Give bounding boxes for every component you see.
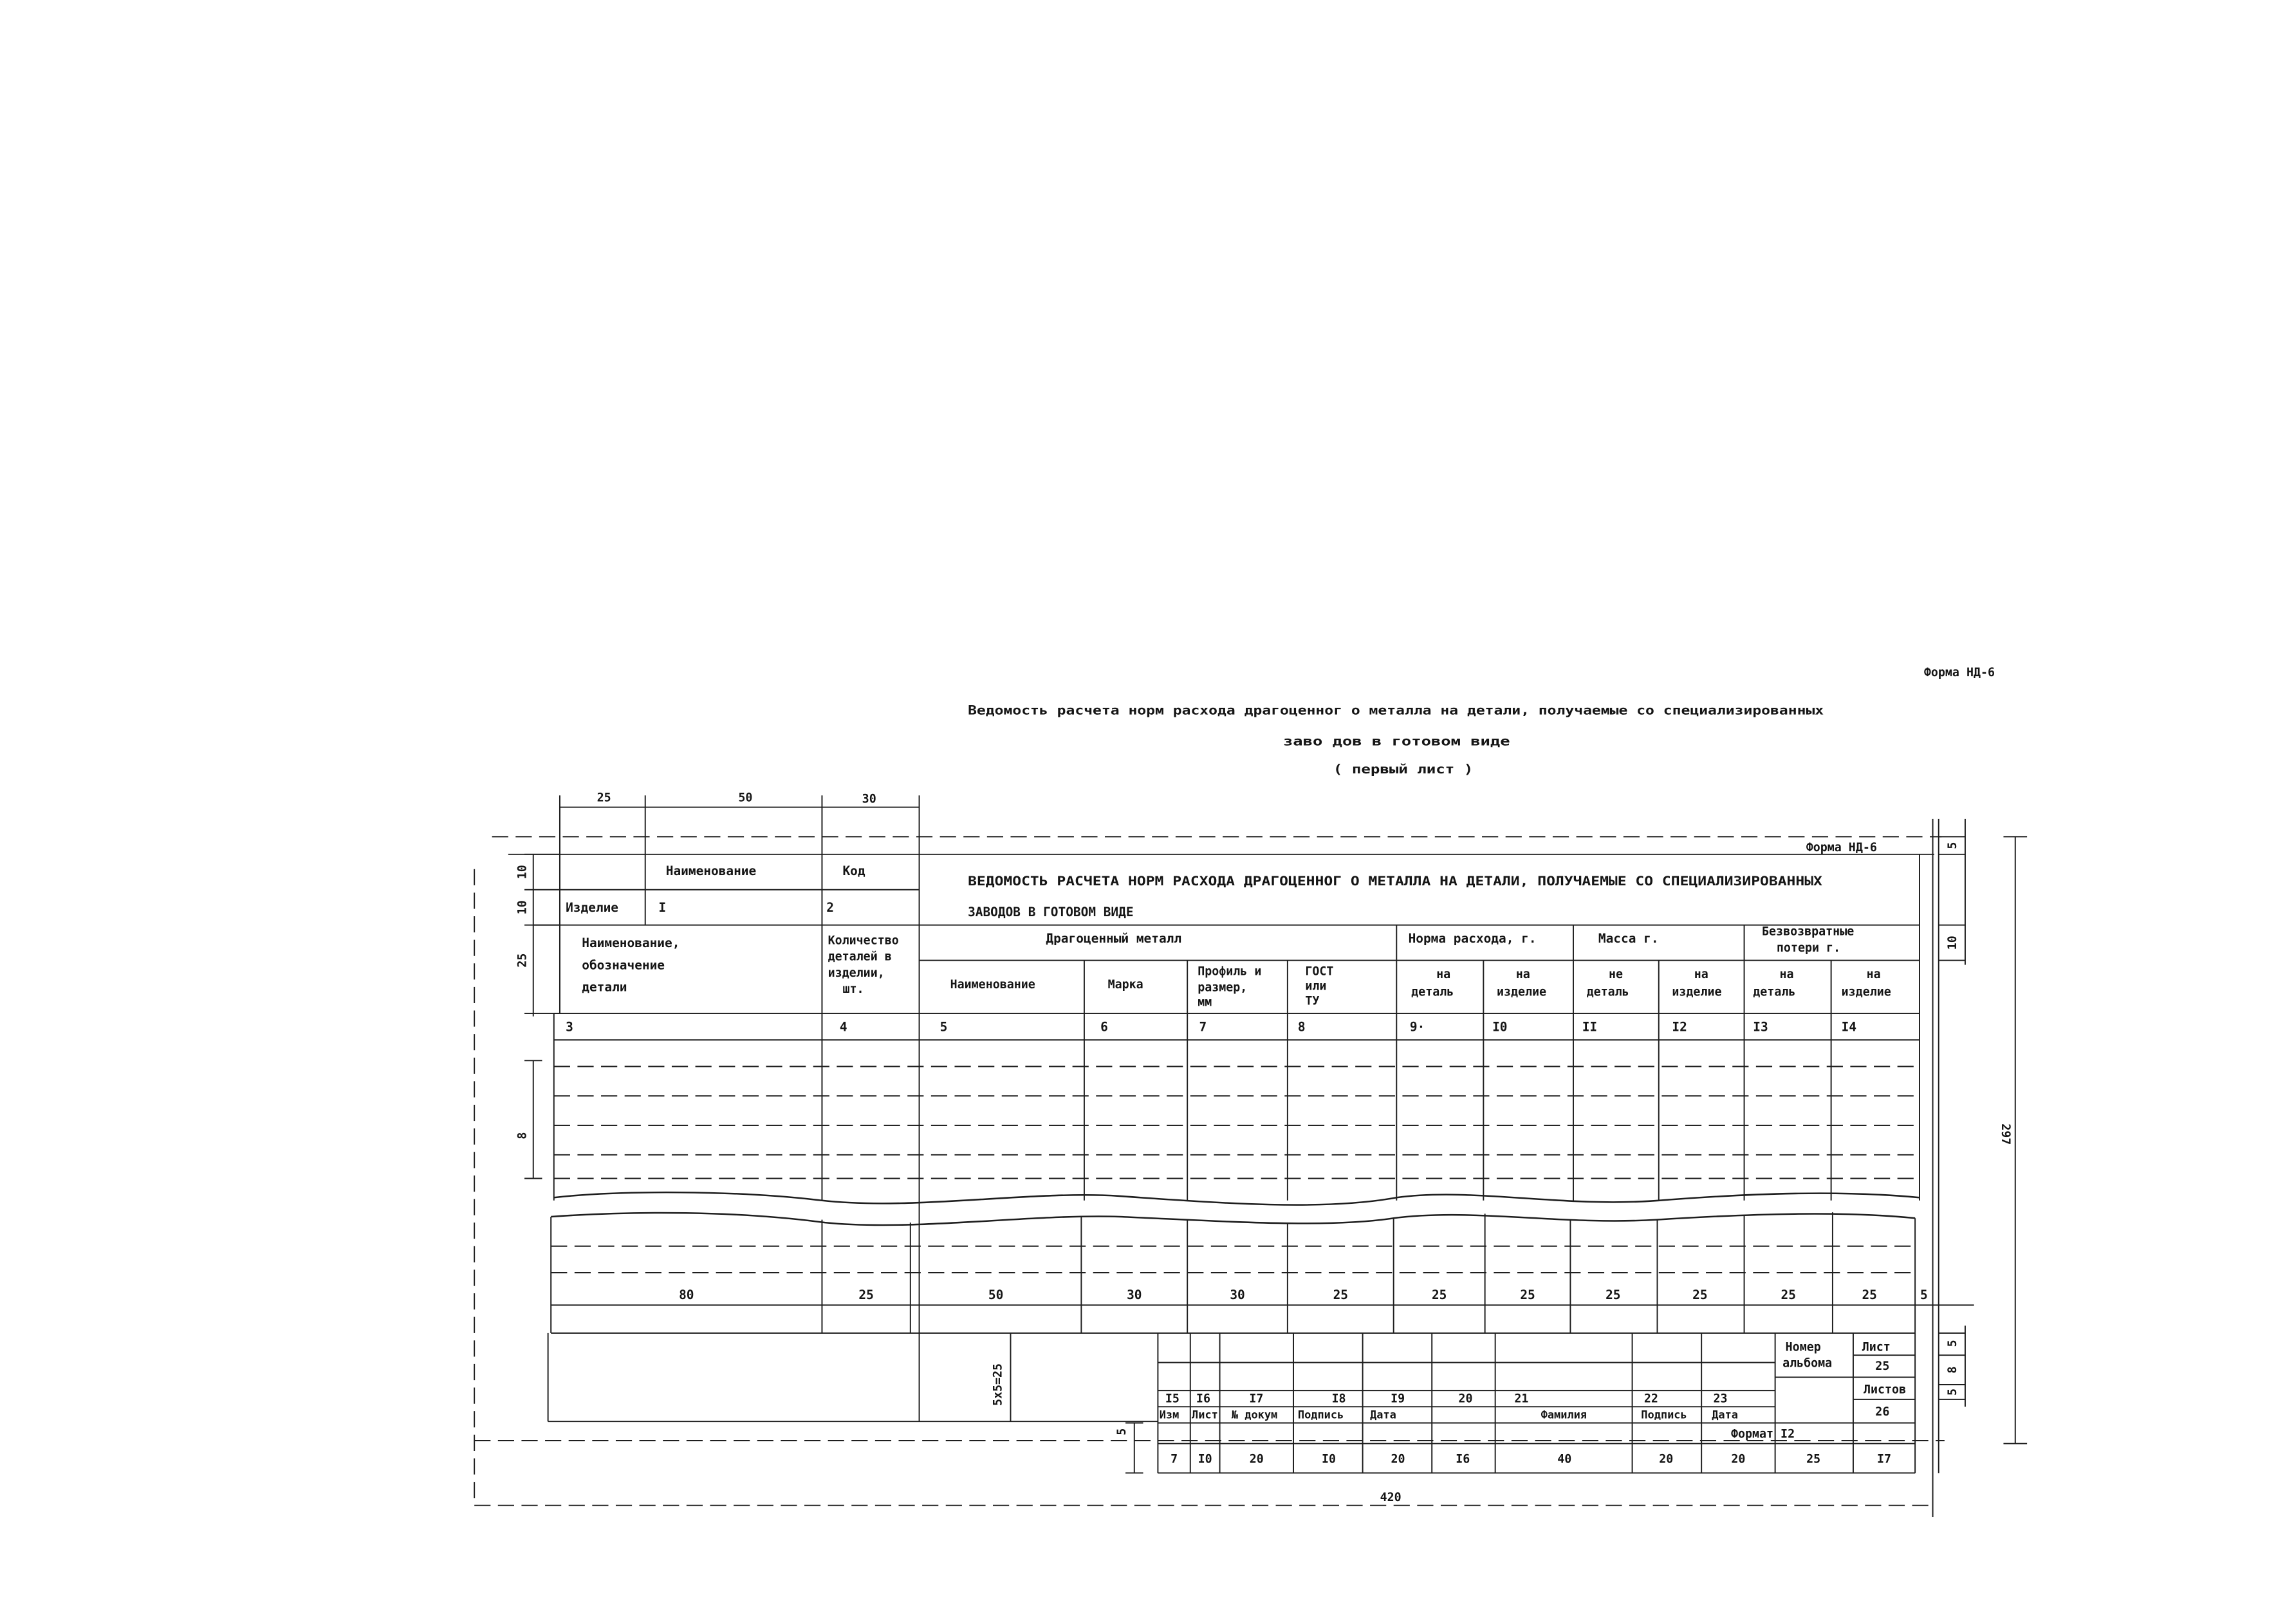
column-number: I2	[1672, 1019, 1687, 1035]
dimension-label: 5	[1946, 1340, 1960, 1347]
field-width: 7	[1170, 1452, 1178, 1466]
album-number-label: альбома	[1782, 1356, 1833, 1370]
column-header-detail-qty: шт.	[842, 983, 864, 997]
column-header-mass-per-product: изделие	[1672, 985, 1722, 999]
column-header-profile: размер,	[1198, 981, 1248, 995]
column-number: I3	[1753, 1019, 1768, 1035]
field-label: Изм	[1159, 1408, 1180, 1421]
column-number: 3	[566, 1019, 573, 1035]
column-header-profile: Профиль и	[1198, 964, 1262, 979]
dimension-label: 297	[1999, 1123, 2013, 1145]
field-width: 20	[1249, 1452, 1264, 1466]
page-title-line-3: ( первый лист )	[1333, 761, 1474, 777]
column-header-gost: ТУ	[1305, 994, 1320, 1008]
sheet-label: Лист	[1862, 1340, 1891, 1354]
column-number: I0	[1492, 1019, 1508, 1035]
dimension-label: 5	[1946, 1388, 1960, 1396]
column-header-grade: Марка	[1107, 978, 1143, 992]
dimension-label: 30	[1230, 1287, 1245, 1303]
column-header-mass-per-detail: деталь	[1586, 985, 1629, 999]
field-label: Дата	[1712, 1408, 1738, 1421]
column-header-precious-metal: Драгоценный металл	[1046, 931, 1182, 946]
sheet-value: 25	[1875, 1360, 1890, 1374]
field-number: I8	[1331, 1392, 1346, 1406]
column-header-detail-qty: Количество	[828, 934, 899, 948]
field-label: Фамилия	[1540, 1408, 1587, 1421]
field-number: I7	[1249, 1392, 1264, 1406]
column-header-loss-per-detail: на	[1779, 968, 1794, 982]
dimension-label: 25	[1431, 1287, 1447, 1303]
dimension-label: 25	[597, 791, 611, 805]
dimension-label: 30	[862, 792, 876, 806]
column-header-loss-per-product: изделие	[1841, 985, 1891, 999]
column-header-gost: или	[1305, 979, 1327, 993]
dimension-label: 25	[1333, 1287, 1348, 1303]
field-label: № докум	[1231, 1408, 1278, 1421]
column-header-detail-name: детали	[582, 979, 627, 995]
page-title-line-2: заво дов в готовом виде	[1282, 734, 1510, 749]
field-number: I9	[1391, 1392, 1405, 1406]
dimension-label: 50	[738, 791, 753, 805]
column-number: 9·	[1409, 1019, 1425, 1035]
dimension-label: 5	[1920, 1287, 1928, 1303]
field-width: 25	[1806, 1452, 1821, 1466]
column-number: 6	[1100, 1019, 1108, 1035]
field-width: I0	[1198, 1452, 1212, 1466]
sheet-title-line-2: ЗАВОДОВ В ГОТОВОМ ВИДЕ	[968, 904, 1134, 919]
dimension-label: 10	[515, 865, 530, 880]
dimension-label: 25	[1862, 1287, 1877, 1303]
field-number: 21	[1514, 1392, 1529, 1406]
field-label: Дата	[1370, 1408, 1396, 1421]
column-header-losses: Безвозвратные	[1762, 925, 1855, 939]
sheet-form-code: Форма НД-6	[1806, 841, 1877, 855]
field-number: I6	[1196, 1392, 1210, 1406]
field-width: 40	[1557, 1452, 1572, 1466]
name-label: Наименование	[665, 863, 757, 878]
column-header-consumption-norm: Норма расхода, г.	[1408, 931, 1537, 946]
column-header-losses: потери г.	[1776, 941, 1841, 955]
field-number: 23	[1713, 1392, 1728, 1406]
field-width: I0	[1321, 1452, 1336, 1466]
column-header-gost: ГОСТ	[1305, 964, 1334, 979]
column-header-detail-name: обозначение	[582, 957, 665, 973]
field-label: Подпись	[1297, 1408, 1344, 1421]
column-header-norm-per-detail: на	[1436, 968, 1451, 982]
column-header-detail-name: Наименование,	[582, 936, 680, 951]
field-width: 20	[1731, 1452, 1746, 1466]
dimension-label: 420	[1380, 1490, 1402, 1504]
dimension-label: 10	[515, 900, 530, 915]
field-width: 20	[1659, 1452, 1674, 1466]
dimension-label: 10	[1946, 936, 1960, 950]
field-label: Лист	[1192, 1408, 1218, 1421]
column-header-loss-per-detail: деталь	[1753, 985, 1796, 999]
column-number: 5	[939, 1019, 948, 1035]
code-label: Код	[842, 863, 865, 878]
column-header-mass-per-detail: не	[1608, 968, 1623, 982]
field-number: 22	[1643, 1392, 1658, 1406]
column-header-mass-per-product: на	[1694, 968, 1708, 982]
code-cell: 2	[826, 900, 835, 916]
column-header-norm-per-product: на	[1515, 968, 1530, 982]
album-number-label: Номер	[1785, 1340, 1821, 1354]
product-label: Изделие	[566, 900, 619, 916]
column-number: 8	[1297, 1019, 1306, 1035]
page-title-line-1: Ведомость расчета норм расхода драгоценног о металла на детали, получаемые со специализированных	[968, 703, 1824, 718]
sheets-value: 26	[1875, 1405, 1890, 1419]
dimension-label: 25	[1520, 1287, 1535, 1303]
dimension-label: 30	[1127, 1287, 1142, 1303]
title-block-span-label: 5х5=25	[991, 1363, 1005, 1407]
dimension-label: 25	[1692, 1287, 1708, 1303]
column-header-norm-per-detail: деталь	[1411, 985, 1454, 999]
field-width: I7	[1877, 1452, 1892, 1466]
column-header-norm-per-product: изделие	[1496, 985, 1547, 999]
field-number: I5	[1165, 1392, 1180, 1406]
field-number: 20	[1458, 1392, 1473, 1406]
dimension-label: 50	[988, 1287, 1004, 1303]
dimension-label: 5	[1115, 1428, 1129, 1435]
dimension-label: 5	[1946, 842, 1960, 849]
product-cell: I	[658, 900, 667, 916]
dimension-label: 80	[679, 1287, 694, 1303]
column-number: 7	[1199, 1019, 1207, 1035]
field-width: I6	[1456, 1452, 1470, 1466]
dimension-label: 25	[1605, 1287, 1621, 1303]
column-header-metal-name: Наименование	[950, 978, 1035, 992]
field-label: Подпись	[1641, 1408, 1687, 1421]
column-number: II	[1582, 1019, 1598, 1035]
column-number: 4	[839, 1019, 847, 1035]
column-header-mass: Масса г.	[1598, 931, 1659, 946]
page-form-code: Форма НД-6	[1923, 665, 1995, 679]
column-number: I4	[1841, 1019, 1857, 1035]
dimension-label: 25	[858, 1287, 874, 1303]
dimension-label: 25	[1781, 1287, 1796, 1303]
format-label: Формат I2	[1730, 1427, 1795, 1441]
field-width: 20	[1391, 1452, 1405, 1466]
dimension-label: 8	[1946, 1366, 1960, 1374]
column-header-profile: мм	[1198, 995, 1212, 1010]
dimension-label: 25	[515, 953, 530, 968]
column-header-detail-qty: изделии,	[828, 966, 885, 980]
sheets-label: Листов	[1863, 1383, 1907, 1397]
column-header-loss-per-product: на	[1866, 968, 1881, 982]
sheet-title-line-1: ВЕДОМОСТЬ РАСЧЕТА НОРМ РАСХОДА ДРАГОЦЕННОГ О МЕТАЛЛА НА ДЕТАЛИ, ПОЛУЧАЕМЫЕ СО СПЕЦИАЛИЗИРОВАННЫХ	[968, 873, 1823, 889]
dimension-label: 8	[515, 1132, 530, 1140]
column-header-detail-qty: деталей в	[828, 950, 892, 964]
